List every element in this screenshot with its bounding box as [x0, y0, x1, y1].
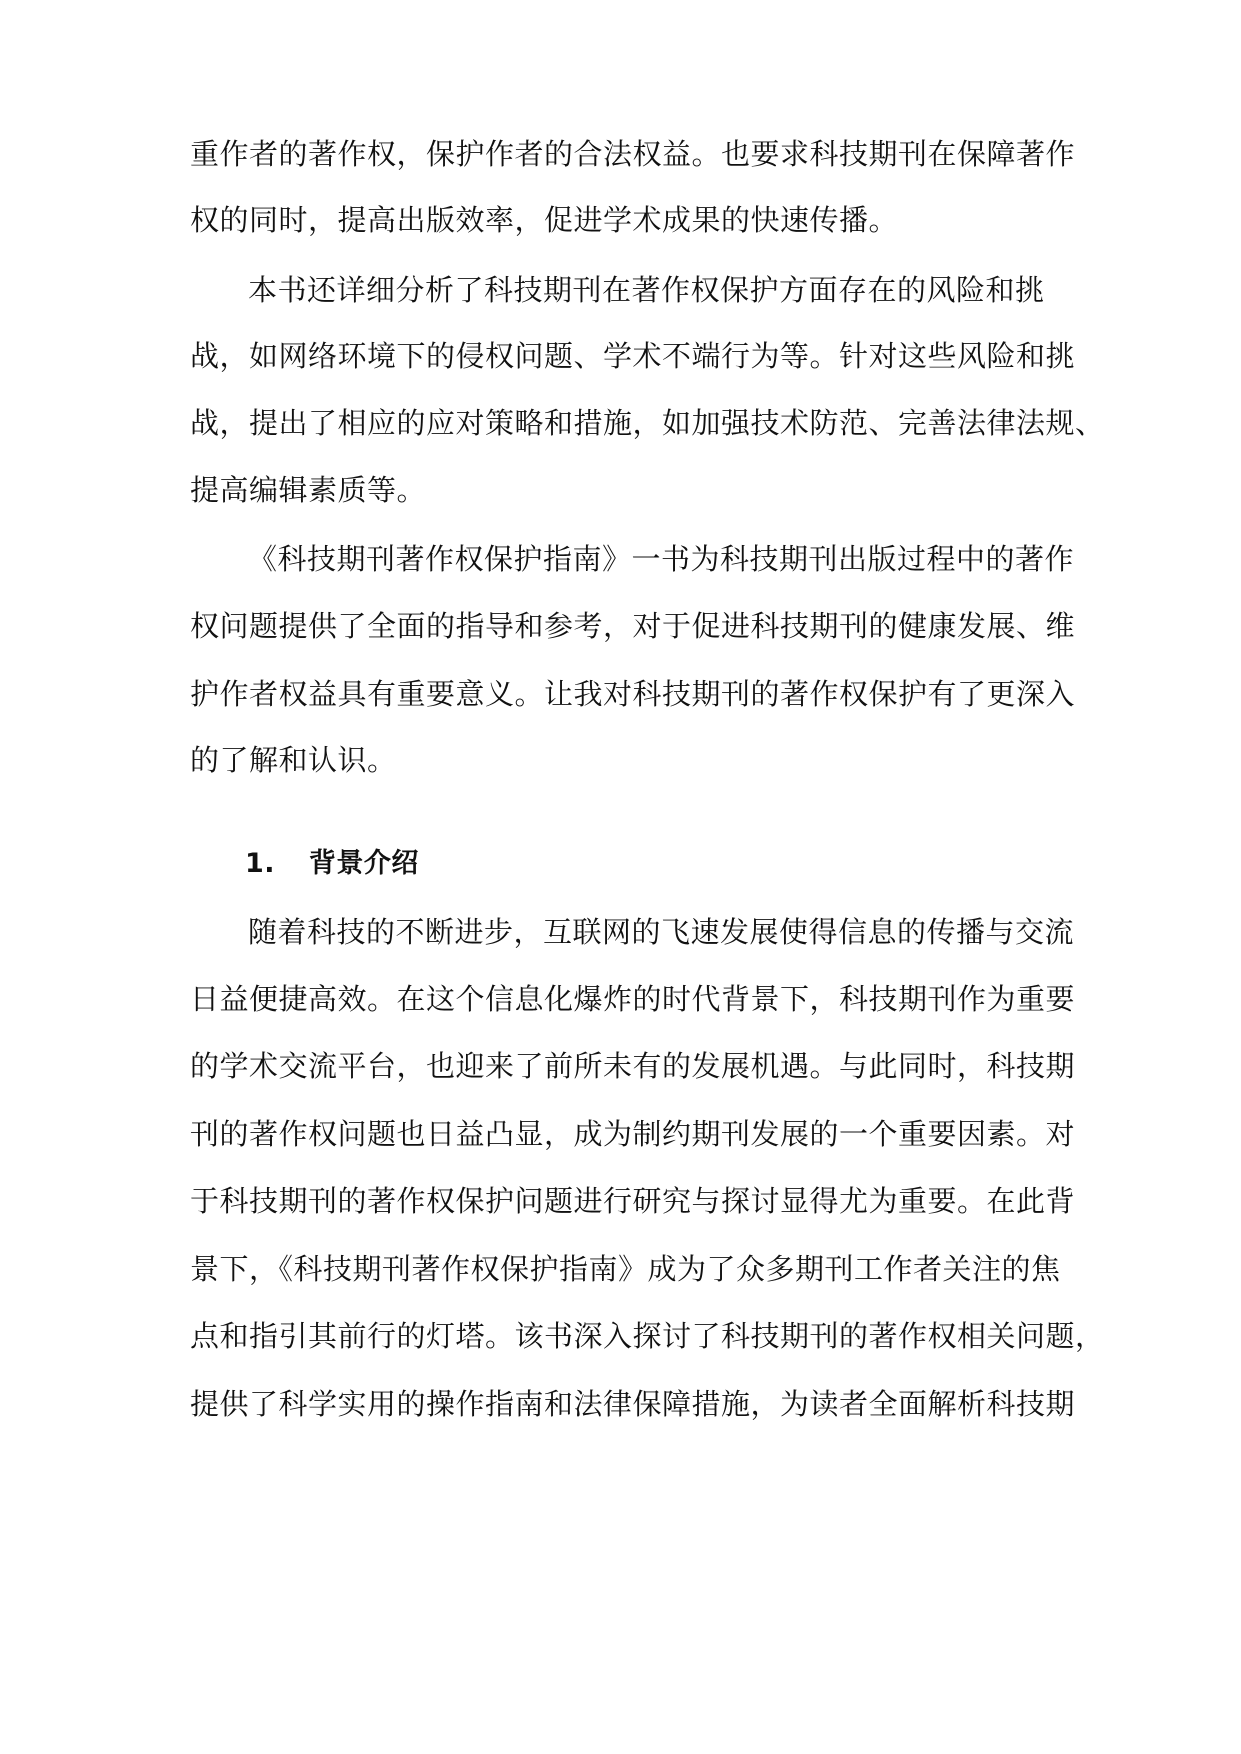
section-heading-title: 背景介绍: [308, 848, 419, 879]
paragraph-2-line-4: 提高编辑素质等。: [190, 473, 427, 507]
section-paragraph-line-3: 的学术交流平台，也迎来了前所未有的发展机遇。与此同时，科技期: [190, 1049, 1076, 1083]
section-paragraph-line-8: 提供了科学实用的操作指南和法律保障措施，为读者全面解析科技期: [190, 1387, 1076, 1421]
paragraph-3-line-2: 权问题提供了全面的指导和参考，对于促进科技期刊的健康发展、维: [190, 609, 1076, 643]
section-paragraph-line-2: 日益便捷高效。在这个信息化爆炸的时代背景下，科技期刊作为重要: [190, 982, 1076, 1016]
section-paragraph-line-5: 于科技期刊的著作权保护问题进行研究与探讨显得尤为重要。在此背: [190, 1184, 1076, 1218]
section-paragraph-line-4: 刊的著作权问题也日益凸显，成为制约期刊发展的一个重要因素。对: [190, 1117, 1076, 1151]
paragraph-1-line-2: 权的同时，提高出版效率，促进学术成果的快速传播。: [190, 203, 899, 237]
paragraph-2-line-1: 本书还详细分析了科技期刊在著作权保护方面存在的风险和挑: [248, 273, 1045, 307]
paragraph-3-line-3: 护作者权益具有重要意义。让我对科技期刊的著作权保护有了更深入: [190, 677, 1076, 711]
paragraph-3-line-1: 《科技期刊著作权保护指南》一书为科技期刊出版过程中的著作: [248, 542, 1075, 576]
paragraph-2-line-2: 战，如网络环境下的侵权问题、学术不端行为等。针对这些风险和挑: [190, 339, 1076, 373]
section-heading-number: 1.: [245, 848, 276, 879]
section-paragraph-line-6: 景下，《科技期刊著作权保护指南》成为了众多期刊工作者关注的焦: [190, 1252, 1061, 1286]
paragraph-2-line-3: 战，提出了相应的应对策略和措施，如加强技术防范、完善法律法规、: [190, 406, 1105, 440]
section-paragraph-line-1: 随着科技的不断进步，互联网的飞速发展使得信息的传播与交流: [248, 915, 1075, 949]
section-heading: [245, 844, 419, 884]
paragraph-3-line-4: 的了解和认识。: [190, 743, 397, 777]
paragraph-1-line-1: 重作者的著作权，保护作者的合法权益。也要求科技期刊在保障著作: [190, 137, 1076, 171]
section-paragraph-line-7: 点和指引其前行的灯塔。该书深入探讨了科技期刊的著作权相关问题，: [190, 1319, 1105, 1353]
